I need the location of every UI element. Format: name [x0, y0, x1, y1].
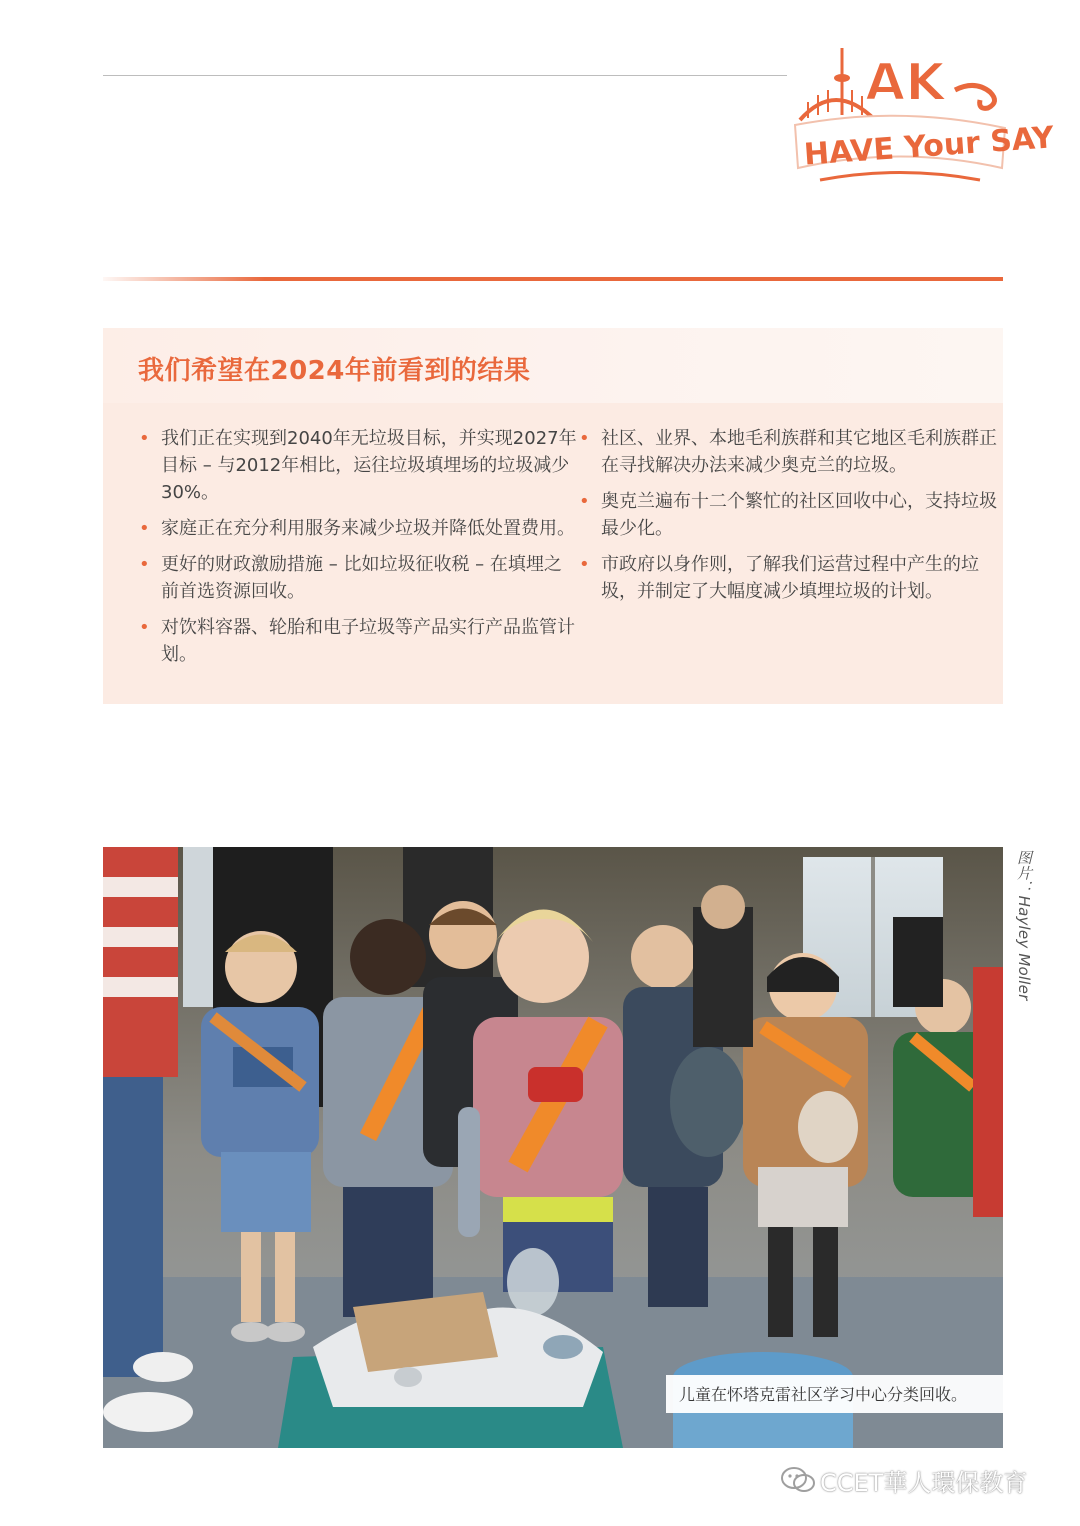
- list-item: [139, 515, 577, 542]
- wechat-icon: [780, 1465, 816, 1495]
- bullet-icon: •: [579, 554, 590, 575]
- photo-caption: 儿童在怀塔克雷社区学习中心分类回收。: [666, 1375, 1003, 1413]
- right-column: [579, 425, 999, 704]
- bullet-icon: •: [139, 428, 150, 449]
- list-item-text: 奥克兰遍布十二个繁忙的社区回收中心，支持垃圾最少化。: [601, 491, 997, 539]
- list-item-text: 我们正在实现到2040年无垃圾目标，并实现2027年目标 – 与2012年相比，运往垃圾填埋场的垃圾减少30%。: [161, 428, 577, 503]
- list-item: [139, 614, 577, 668]
- bullet-icon: •: [139, 554, 150, 575]
- list-item: [579, 425, 999, 479]
- list-item-text: 家庭正在充分利用服务来减少垃圾并降低处置费用。: [161, 518, 575, 539]
- list-item: [139, 551, 577, 605]
- list-item: [139, 425, 577, 506]
- list-item: [579, 551, 999, 605]
- list-item: [579, 488, 999, 542]
- watermark-text: CCET華人環保教育: [820, 1468, 1028, 1497]
- logo-ak-text: AK: [865, 53, 946, 113]
- list-item-text: 市政府以身作则，了解我们运营过程中产生的垃圾，并制定了大幅度减少填埋垃圾的计划。: [601, 554, 979, 602]
- left-column: [139, 425, 577, 704]
- bullet-icon: •: [139, 518, 150, 539]
- photo-credit: 图片：Hayley Moller: [1015, 850, 1033, 1001]
- bullet-icon: •: [139, 617, 150, 638]
- panel-header: [103, 328, 1003, 403]
- ak-have-your-say-logo: [790, 40, 1056, 190]
- list-item-text: 更好的财政激励措施 – 比如垃圾征收税 – 在填埋之前首选资源回收。: [161, 554, 562, 602]
- logo-have-your-say-text: HAVE Your SAY: [802, 120, 1056, 173]
- watermark: [780, 1462, 1027, 1498]
- bullet-icon: •: [579, 428, 590, 449]
- children-recycling-photo: [103, 847, 1003, 1448]
- panel-title: 我们希望在2024年前看到的结果: [138, 356, 531, 386]
- list-item-text: 社区、业界、本地毛利族群和其它地区毛利族群正在寻找解决办法来减少奥克兰的垃圾。: [601, 428, 997, 476]
- results-panel: [103, 328, 1003, 704]
- section-divider: [103, 277, 1003, 281]
- panel-body: [103, 403, 1003, 704]
- top-divider: [103, 75, 787, 76]
- bullet-icon: •: [579, 491, 590, 512]
- list-item-text: 对饮料容器、轮胎和电子垃圾等产品实行产品监管计划。: [161, 617, 575, 665]
